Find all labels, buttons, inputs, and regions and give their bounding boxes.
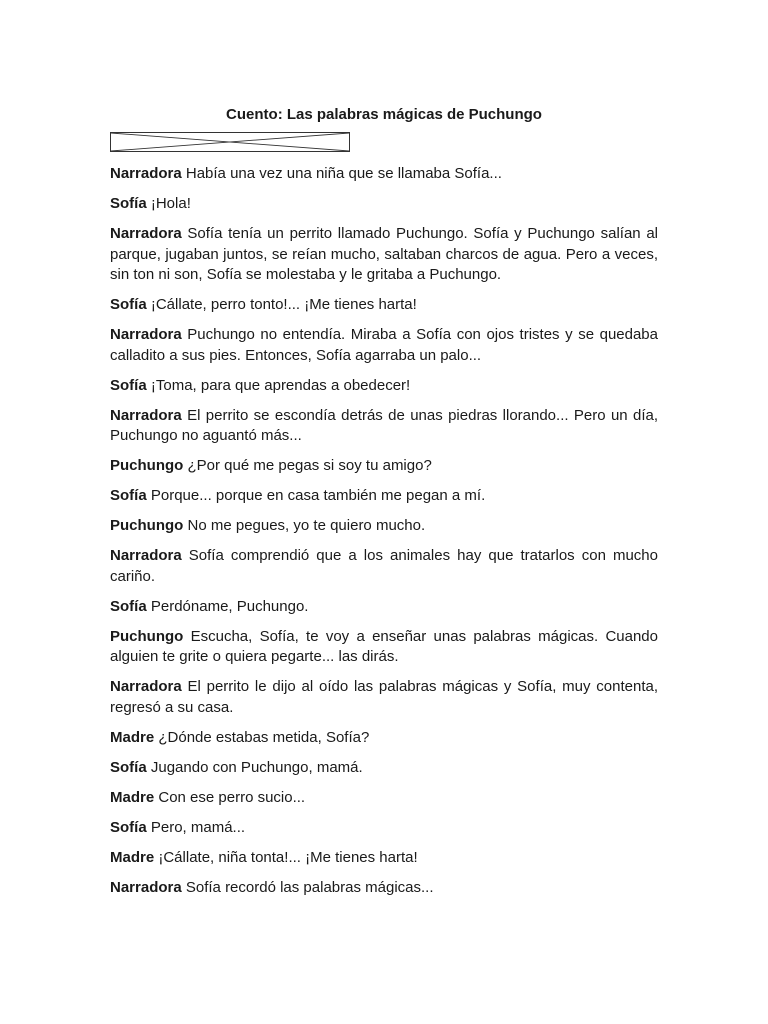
speaker-name: Sofía	[110, 597, 147, 615]
dialogue-paragraph	[110, 546, 658, 587]
dialogue-paragraph	[110, 758, 658, 779]
dialogue-paragraph	[110, 456, 658, 477]
broken-image-placeholder	[110, 132, 350, 152]
dialogue-paragraph	[110, 295, 658, 316]
speaker-name: Sofía	[110, 818, 147, 836]
dialogue-text: ¿Por qué me pegas si soy tu amigo?	[187, 457, 432, 474]
speaker-name: Madre	[110, 728, 155, 746]
dialogue-text: ¡Cállate, niña tonta!... ¡Me tienes harta!	[158, 848, 418, 866]
dialogue-text: Escucha, Sofía, te voy a enseñar unas palabras mágicas. Cuando alguien te grite o quiera pegarte... las dirás.	[110, 627, 658, 665]
dialogue-paragraph	[110, 788, 658, 809]
dialogue-paragraph	[110, 325, 658, 366]
speaker-name: Sofía	[110, 376, 147, 394]
speaker-name: Narradora	[110, 678, 182, 695]
dialogue-text: ¡Cállate, perro tonto!... ¡Me tienes harta!	[150, 296, 417, 313]
dialogue-text: El perrito se escondía detrás de unas piedras llorando... Pero un día, Puchungo no aguantó más...	[110, 406, 659, 444]
speaker-name: Puchungo	[110, 457, 184, 474]
speaker-name: Sofía	[110, 758, 147, 776]
speaker-name: Sofía	[110, 195, 147, 212]
dialogue-paragraph	[110, 194, 658, 215]
dialogue-paragraph	[110, 406, 658, 447]
dialogue-paragraph	[110, 818, 658, 839]
speaker-name: Narradora	[110, 547, 182, 564]
dialogue-text: El perrito le dijo al oído las palabras mágicas y Sofía, muy contenta, regresó a su casa.	[110, 678, 658, 716]
speaker-name: Narradora	[110, 326, 182, 343]
dialogue-paragraph	[110, 878, 658, 899]
document-page	[110, 104, 658, 908]
speaker-name: Narradora	[110, 406, 182, 424]
speaker-name: Madre	[110, 788, 155, 806]
dialogue-text: Jugando con Puchungo, mamá.	[150, 758, 363, 776]
dialogue-text: Pero, mamá...	[150, 818, 246, 836]
speaker-name: Puchungo	[110, 517, 184, 534]
story-title: Cuento: Las palabras mágicas de Puchungo	[226, 106, 542, 123]
dialogue-paragraph	[110, 486, 658, 507]
speaker-name: Narradora	[110, 225, 182, 242]
dialogue-text: Puchungo no entendía. Miraba a Sofía con ojos tristes y se quedaba calladito a sus pies. Entonces, Sofía agarraba un palo...	[110, 326, 658, 364]
dialogue-text: Sofía tenía un perrito llamado Puchungo. Sofía y Puchungo salían al parque, jugaban juntos, se reían mucho, saltaban charcos de agua. Pero a veces, sin ton ni son, Sofía se molestaba y le gritaba a Puchungo.	[110, 225, 658, 283]
speaker-name: Narradora	[110, 165, 182, 182]
speaker-name: Narradora	[110, 878, 182, 896]
dialogue-paragraph	[110, 376, 658, 397]
dialogue-text: Sofía comprendió que a los animales hay que tratarlos con mucho cariño.	[110, 547, 658, 585]
speaker-name: Puchungo	[110, 627, 184, 645]
dialogue-paragraph	[110, 627, 658, 668]
dialogue-text: ¡Hola!	[150, 195, 191, 212]
dialogue-text: No me pegues, yo te quiero mucho.	[187, 517, 426, 534]
dialogue-paragraph	[110, 224, 658, 286]
speaker-name: Sofía	[110, 296, 147, 313]
speaker-name: Madre	[110, 848, 155, 866]
speaker-name: Sofía	[110, 487, 147, 504]
dialogue-text: Sofía recordó las palabras mágicas...	[185, 878, 434, 896]
dialogue-paragraph	[110, 677, 658, 718]
dialogue-paragraph	[110, 516, 658, 537]
dialogue-text: Perdóname, Puchungo.	[150, 597, 309, 615]
dialogue-paragraph	[110, 597, 658, 618]
dialogue-text: Había una vez una niña que se llamaba Sofía...	[185, 165, 502, 182]
dialogue-paragraph	[110, 848, 658, 869]
dialogue-text: ¿Dónde estabas metida, Sofía?	[158, 728, 370, 746]
dialogue-text: ¡Toma, para que aprendas a obedecer!	[150, 376, 411, 394]
dialogue-paragraph	[110, 728, 658, 749]
broken-image-icon	[111, 133, 349, 151]
dialogue-text: Con ese perro sucio...	[158, 788, 306, 806]
story-body	[110, 164, 658, 898]
dialogue-text: Porque... porque en casa también me pegan a mí.	[150, 487, 486, 504]
dialogue-paragraph	[110, 164, 658, 185]
